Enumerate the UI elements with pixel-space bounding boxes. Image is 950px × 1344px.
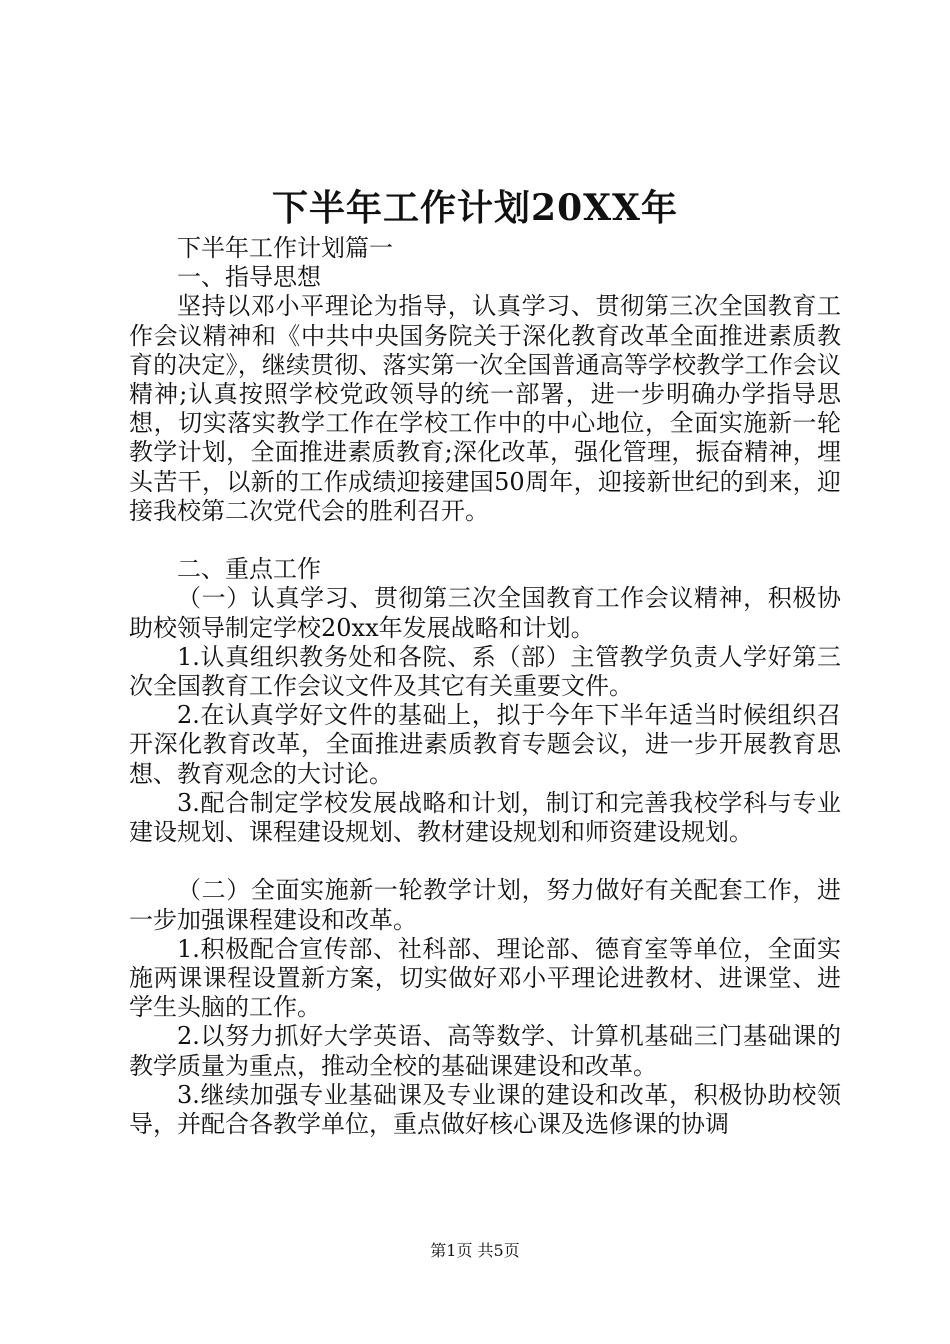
body-paragraph: 1.积极配合宣传部、社科部、理论部、德育室等单位，全面实施两课课程设置新方案，切实做好邓小平理论进教材、进课堂、进学生头脑的工作。 xyxy=(129,934,841,1022)
page-number-footer: 第1页 共5页 xyxy=(430,1241,520,1260)
body-paragraph: 2.以努力抓好大学英语、高等数学、计算机基础三门基础课的教学质量为重点，推动全校的基础课建设和改革。 xyxy=(129,1022,841,1080)
paragraph-gap xyxy=(129,526,841,555)
document-body xyxy=(129,234,841,1139)
section-heading: 一、指导思想 xyxy=(177,263,321,292)
section-heading: 下半年工作计划篇一 xyxy=(177,234,393,262)
body-paragraph: 坚持以邓小平理论为指导，认真学习、贯彻第三次全国教育工作会议精神和《中共中央国务院关于深化教育改革全面推进素质教育的决定》，继续贯彻、落实第一次全国普通高等学校教学工作会议精神;认真按照学校党政领导的统一部署，进一步明确办学指导思想，切实落实教学工作在学校工作中的中心地位，全面实施新一轮教学计划，全面推进素质教育;深化改革，强化管理，振奋精神，埋头苦干，以新的工作成绩迎接建国50周年，迎接新世纪的到来，迎接我校第二次党代会的胜利召开。 xyxy=(129,292,841,525)
section-heading: 二、重点工作 xyxy=(177,555,321,584)
body-paragraph: 3.继续加强专业基础课及专业课的建设和改革，积极协助校领导，并配合各教学单位，重点做好核心课及选修课的协调 xyxy=(129,1080,841,1139)
body-paragraph: （二）全面实施新一轮教学计划，努力做好有关配套工作，进一步加强课程建设和改革。 xyxy=(129,876,841,934)
body-paragraph: 3.配合制定学校发展战略和计划，制订和完善我校学科与专业建设规划、课程建设规划、教材建设规划和师资建设规划。 xyxy=(129,788,841,847)
paragraph-gap xyxy=(129,847,841,876)
body-paragraph: 2.在认真学好文件的基础上，拟于今年下半年适当时候组织召开深化教育改革，全面推进素质教育专题会议，进一步开展教育思想、教育观念的大讨论。 xyxy=(129,701,841,788)
body-paragraph: （一）认真学习、贯彻第三次全国教育工作会议精神，积极协助校领导制定学校20xx年发展战略和计划。 xyxy=(129,584,841,642)
body-paragraph: 1.认真组织教务处和各院、系（部）主管教学负责人学好第三次全国教育工作会议文件及其它有关重要文件。 xyxy=(129,642,841,701)
document-title: 下半年工作计划20XX年 xyxy=(272,187,678,229)
